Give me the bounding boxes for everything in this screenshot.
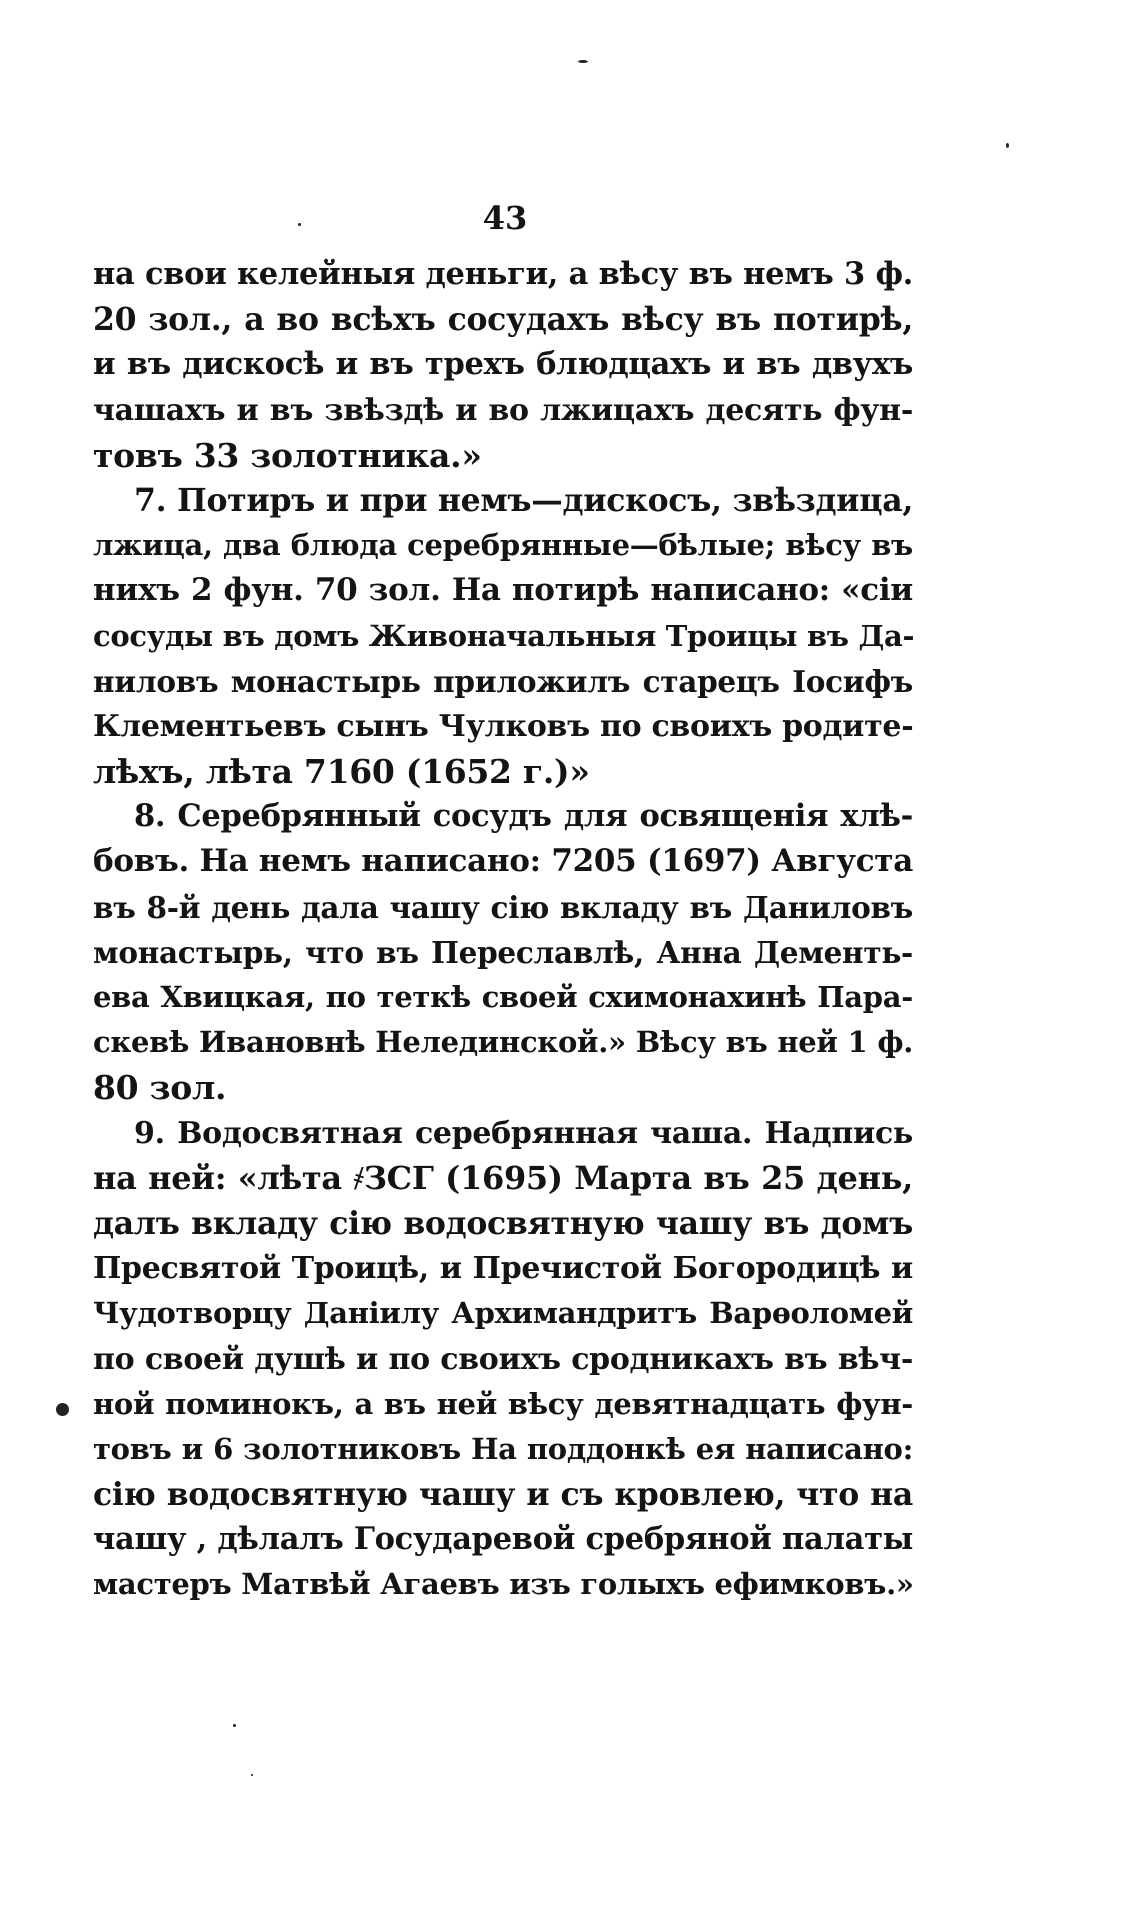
text-line: чашахъ и въ звѣздѣ и во лжицахъ десять фун- xyxy=(93,392,913,428)
page-number: 43 xyxy=(482,199,528,237)
text-line: въ 8-й день дала чашу сію вкладу въ Даниловъ xyxy=(93,889,913,925)
scan-speck xyxy=(298,223,301,226)
scan-speck xyxy=(56,1403,69,1416)
text-line: сосуды въ домъ Живоначальныя Троицы въ Да- xyxy=(93,618,915,653)
text-line: товъ 33 золотника.» xyxy=(93,435,482,475)
text-line: скевѣ Ивановнѣ Нелединской.» Вѣсу въ ней 1 ф. xyxy=(93,1025,913,1060)
text-line: Чудотворцу Даніилу Архимандритъ Варѳоломей xyxy=(93,1296,913,1331)
paragraph-item-9 xyxy=(93,1111,913,1608)
text-line: монастырь, что въ Переславлѣ, Анна Дементь- xyxy=(93,934,913,970)
text-line: лѣхъ, лѣта 7160 (1652 г.)» xyxy=(93,752,590,792)
paragraph-continuation xyxy=(93,252,913,478)
text-line: ной поминокъ, а въ ней вѣсу девятнадцать фун- xyxy=(93,1386,913,1421)
body-text xyxy=(93,252,913,1608)
text-line: Клементьевъ сынъ Чулковъ по своихъ родите- xyxy=(93,708,914,744)
text-line: чашу , дѣлалъ Государевой сребряной палаты xyxy=(93,1521,913,1558)
text-line: 7. Потиръ и при немъ—дискосъ, звѣздица, xyxy=(134,481,913,519)
text-line: 8. Серебрянный сосудъ для освященія хлѣ- xyxy=(134,798,913,835)
text-line: ниловъ монастырь приложилъ старецъ Іосифъ xyxy=(93,663,913,699)
text-line: бовъ. На немъ написано: 7205 (1697) Августа xyxy=(93,843,913,880)
text-line: Пресвятой Троицѣ, и Пречистой Богородицѣ и xyxy=(93,1251,913,1287)
text-line: далъ вкладу сію водосвятную чашу въ домъ xyxy=(93,1204,913,1242)
scan-speck xyxy=(1006,143,1009,148)
scan-speck xyxy=(578,60,588,63)
text-line: 80 зол. xyxy=(93,1068,227,1108)
paragraph-item-8 xyxy=(93,794,913,1110)
text-line: на ней: «лѣта ҂ЗСГ (1695) Марта въ 25 день, xyxy=(93,1158,913,1197)
text-line: лжица, два блюда серебрянные—бѣлые; вѣсу въ xyxy=(93,528,913,563)
text-line: нихъ 2 фун. 70 зол. На потирѣ написано: «сіи xyxy=(93,572,913,609)
text-line: сію водосвятную чашу и съ кровлею, что на xyxy=(93,1476,913,1514)
text-line: 20 зол., а во всѣхъ сосудахъ вѣсу въ потирѣ, xyxy=(93,301,913,339)
text-line: мастеръ Матвѣй Агаевъ изъ голыхъ ефимковъ.» xyxy=(93,1567,914,1602)
scan-speck xyxy=(251,1774,253,1776)
text-line: ева Хвицкая, по теткѣ своей схимонахинѣ Пара- xyxy=(93,980,913,1014)
text-line: по своей душѣ и по своихъ сродникахъ въ вѣч- xyxy=(93,1341,913,1377)
paragraph-item-7 xyxy=(93,478,913,794)
text-line: товъ и 6 золотниковъ На поддонкѣ ея написано: xyxy=(93,1431,913,1466)
text-line: на свои келейныя деньги, а вѣсу въ немъ 3 ф. xyxy=(93,256,913,292)
text-line: и въ дискосѣ и въ трехъ блюдцахъ и въ двухъ xyxy=(93,346,913,383)
text-line: 9. Водосвятная серебрянная чаша. Надпись xyxy=(134,1115,913,1151)
scan-speck xyxy=(233,1724,236,1727)
